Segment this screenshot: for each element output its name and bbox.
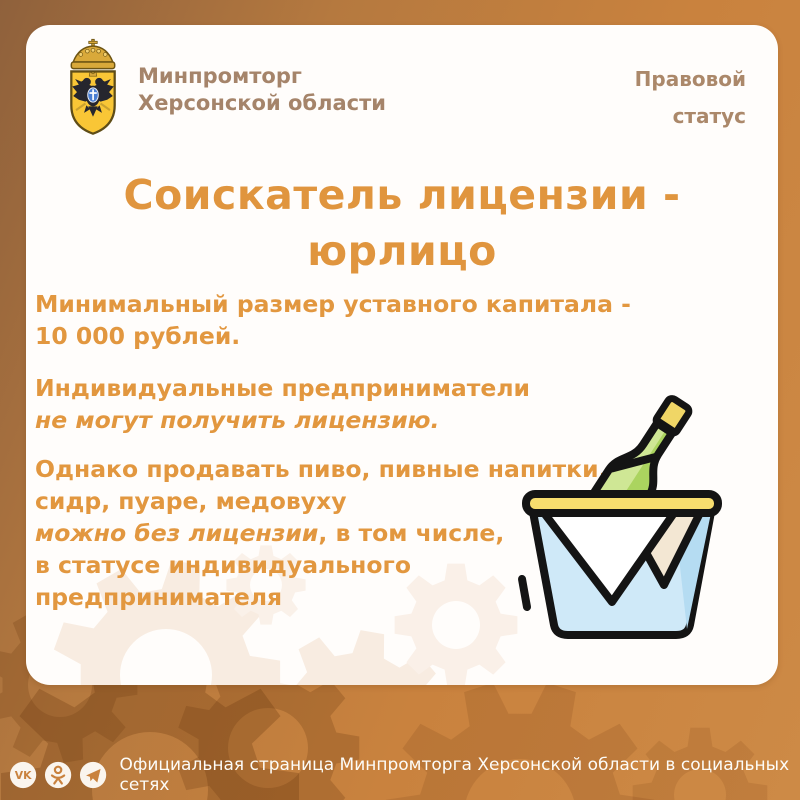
text-line: Однако продавать пиво, пивные напитки,: [35, 455, 608, 483]
vk-label: VK: [14, 769, 32, 783]
topic-badge: [635, 61, 746, 135]
center-shield-icon: [88, 88, 99, 102]
champagne-bucket-illustration: [514, 367, 729, 647]
topic-badge-line2: статус: [672, 104, 746, 128]
vk-icon[interactable]: [9, 760, 37, 790]
text-line: Индивидуальные предприниматели: [35, 374, 531, 402]
paragraph-entrepreneurs: [35, 372, 530, 436]
ice-bucket-icon: [522, 494, 718, 635]
page-title: [26, 167, 778, 279]
page-title-line2: юрлицо: [307, 227, 497, 275]
text-line: 10 000 рублей.: [35, 322, 241, 350]
org-name: [138, 63, 386, 117]
bucket-rim-icon: [526, 494, 718, 513]
text-line: сидр, пуаре, медовуху: [35, 487, 347, 515]
text-line: Минимальный размер уставного капитала -: [35, 290, 631, 318]
org-name-line1: Минпромторг: [138, 64, 302, 88]
text-line: не могут получить лицензию.: [35, 406, 440, 434]
text-span: , в том числе,: [318, 519, 505, 547]
ok-icon[interactable]: [44, 760, 72, 790]
text-line: предпринимателя: [35, 583, 283, 611]
page-title-line1: Соискатель лицензии -: [123, 171, 681, 219]
crown-icon: [71, 39, 114, 68]
telegram-icon[interactable]: [79, 760, 107, 790]
footer-bar: [9, 755, 800, 795]
coat-of-arms-logo: [60, 37, 126, 137]
topic-badge-line1: Правовой: [634, 67, 746, 91]
text-line: в статусе индивидуального: [35, 551, 411, 579]
paragraph-capital: [35, 288, 631, 352]
text-emphasis: можно без лицензии: [35, 519, 319, 547]
footer-caption: Официальная страница Минпромторга Херсонской области в социальных сетях: [119, 755, 790, 795]
info-card: [26, 25, 778, 685]
org-name-line2: Херсонской области: [138, 91, 386, 115]
